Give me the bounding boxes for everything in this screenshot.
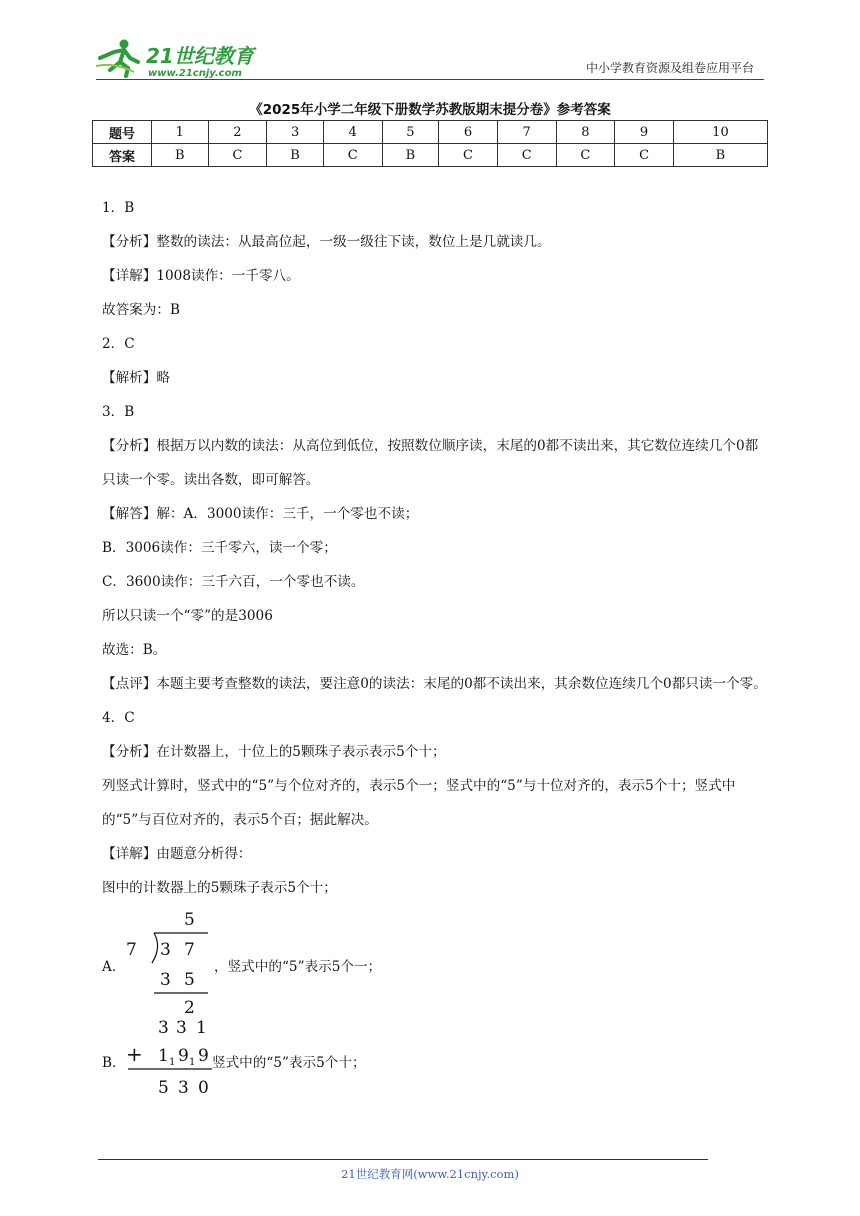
detail-text: 【详解】由题意分析得：	[102, 846, 252, 862]
question-number-cell: 1	[152, 121, 209, 144]
detail-text: 【详解】1008读作：一千零八。	[102, 268, 300, 284]
option-label: A．	[102, 959, 126, 975]
footer-divider	[98, 1159, 708, 1160]
question-number-cell: 10	[673, 121, 767, 144]
header-divider	[96, 79, 764, 80]
answer-text: 故答案为：B	[102, 302, 180, 318]
platform-name: 中小学教育资源及组卷应用平台	[585, 61, 754, 75]
question-number-cell: 7	[497, 121, 556, 144]
answer-cell: C	[323, 144, 382, 167]
row-header-answer: 答案	[93, 144, 152, 167]
question-number-cell: 4	[323, 121, 382, 144]
solution-text: 【解答】解：A．3000读作：三千，一个零也不读；	[102, 506, 419, 522]
remainder-digit: 2	[184, 998, 195, 1017]
answer-cell: C	[497, 144, 556, 167]
explanation-text: 【解析】略	[102, 370, 170, 386]
question-heading: 1．B	[102, 200, 135, 216]
table-row	[93, 144, 768, 167]
solution-body	[102, 197, 770, 1099]
question-heading: 2．C	[102, 336, 135, 352]
document-title: 《2025年小学二年级下册数学苏教版期末提分卷》参考答案	[249, 102, 611, 118]
addend-digit: 1	[196, 1018, 207, 1038]
question-number-cell: 6	[439, 121, 498, 144]
product-digit: 5	[184, 970, 195, 990]
answer-cell: B	[673, 144, 767, 167]
comment-text: 【点评】本题主要考查整数的读法，要注意0的读法：末尾的0都不读出来，其余数位连续几个0都只读一个零。	[102, 676, 767, 692]
sum-digit: 5	[158, 1078, 169, 1098]
divisor-digit: 7	[126, 940, 137, 960]
answer-table	[92, 120, 768, 167]
dividend-digit: 7	[184, 940, 195, 960]
answer-cell: C	[556, 144, 615, 167]
solution-text: C．3600读作：三千六百，一个零也不读。	[102, 574, 365, 590]
logo-text: 21世纪教育	[146, 44, 254, 68]
logo-url: www.21cnjy.com	[148, 68, 242, 79]
calc-a-note: ，竖式中的“5”表示5个一；	[214, 959, 382, 975]
question-number-cell: 2	[208, 121, 267, 144]
table-row	[93, 121, 768, 144]
footer-link[interactable]: 21世纪教育网(www.21cnjy.com)	[341, 1167, 519, 1181]
sum-digit: 0	[198, 1078, 209, 1098]
addend-digit: 9	[198, 1046, 209, 1066]
calc-b-note: 竖式中的“5”表示5个十；	[212, 1055, 366, 1071]
question-number-cell: 3	[267, 121, 324, 144]
carry-digit: 1	[189, 1057, 196, 1068]
question-heading: 4．C	[102, 710, 135, 726]
question-number-cell: 5	[382, 121, 439, 144]
sum-digit: 3	[178, 1078, 189, 1098]
answer-cell: B	[152, 144, 209, 167]
long-division-a	[102, 907, 770, 1017]
analysis-text: 列竖式计算时，竖式中的“5”与个位对齐的，表示5个一；竖式中的“5”与十位对齐的，表示5个十；竖式中的“5”与百位对齐的，表示5个百；据此解决。	[102, 778, 736, 828]
addend-digit: 9	[178, 1046, 189, 1066]
addition-figure	[124, 1013, 214, 1103]
vertical-addition-b	[102, 1017, 770, 1099]
solution-text: B．3006读作：三千零六，读一个零；	[102, 540, 337, 556]
addend-digit: 3	[176, 1018, 187, 1038]
plus-sign: +	[126, 1042, 143, 1066]
answer-cell: C	[208, 144, 267, 167]
question-heading: 3．B	[102, 404, 135, 420]
dividend-digit: 3	[160, 940, 171, 960]
site-logo	[94, 36, 264, 80]
answer-cell: C	[615, 144, 674, 167]
question-number-cell: 9	[615, 121, 674, 144]
solution-text: 所以只读一个“零”的是3006	[102, 608, 273, 624]
quotient-digit: 5	[184, 910, 195, 930]
product-digit: 3	[160, 970, 171, 990]
answer-cell: C	[439, 144, 498, 167]
division-figure	[124, 907, 214, 1017]
question-number-cell: 8	[556, 121, 615, 144]
answer-cell: B	[267, 144, 324, 167]
addend-digit: 3	[158, 1018, 169, 1038]
row-header-question: 题号	[93, 121, 152, 144]
addend-digit: 1	[158, 1046, 169, 1066]
answer-text: 故选：B。	[102, 642, 167, 658]
option-label: B．	[102, 1055, 126, 1071]
analysis-text: 【分析】整数的读法：从最高位起，一级一级往下读，数位上是几就读几。	[102, 234, 551, 250]
analysis-text: 【分析】在计数器上，十位上的5颗珠子表示表示5个十；	[102, 744, 446, 760]
analysis-text: 【分析】根据万以内数的读法：从高位到低位，按照数位顺序读，末尾的0都不读出来，其它数位连续几个0都只读一个零。读出各数，即可解答。	[102, 438, 759, 488]
detail-text: 图中的计数器上的5颗珠子表示5个十；	[102, 880, 337, 896]
carry-digit: 1	[169, 1057, 176, 1068]
answer-cell: B	[382, 144, 439, 167]
